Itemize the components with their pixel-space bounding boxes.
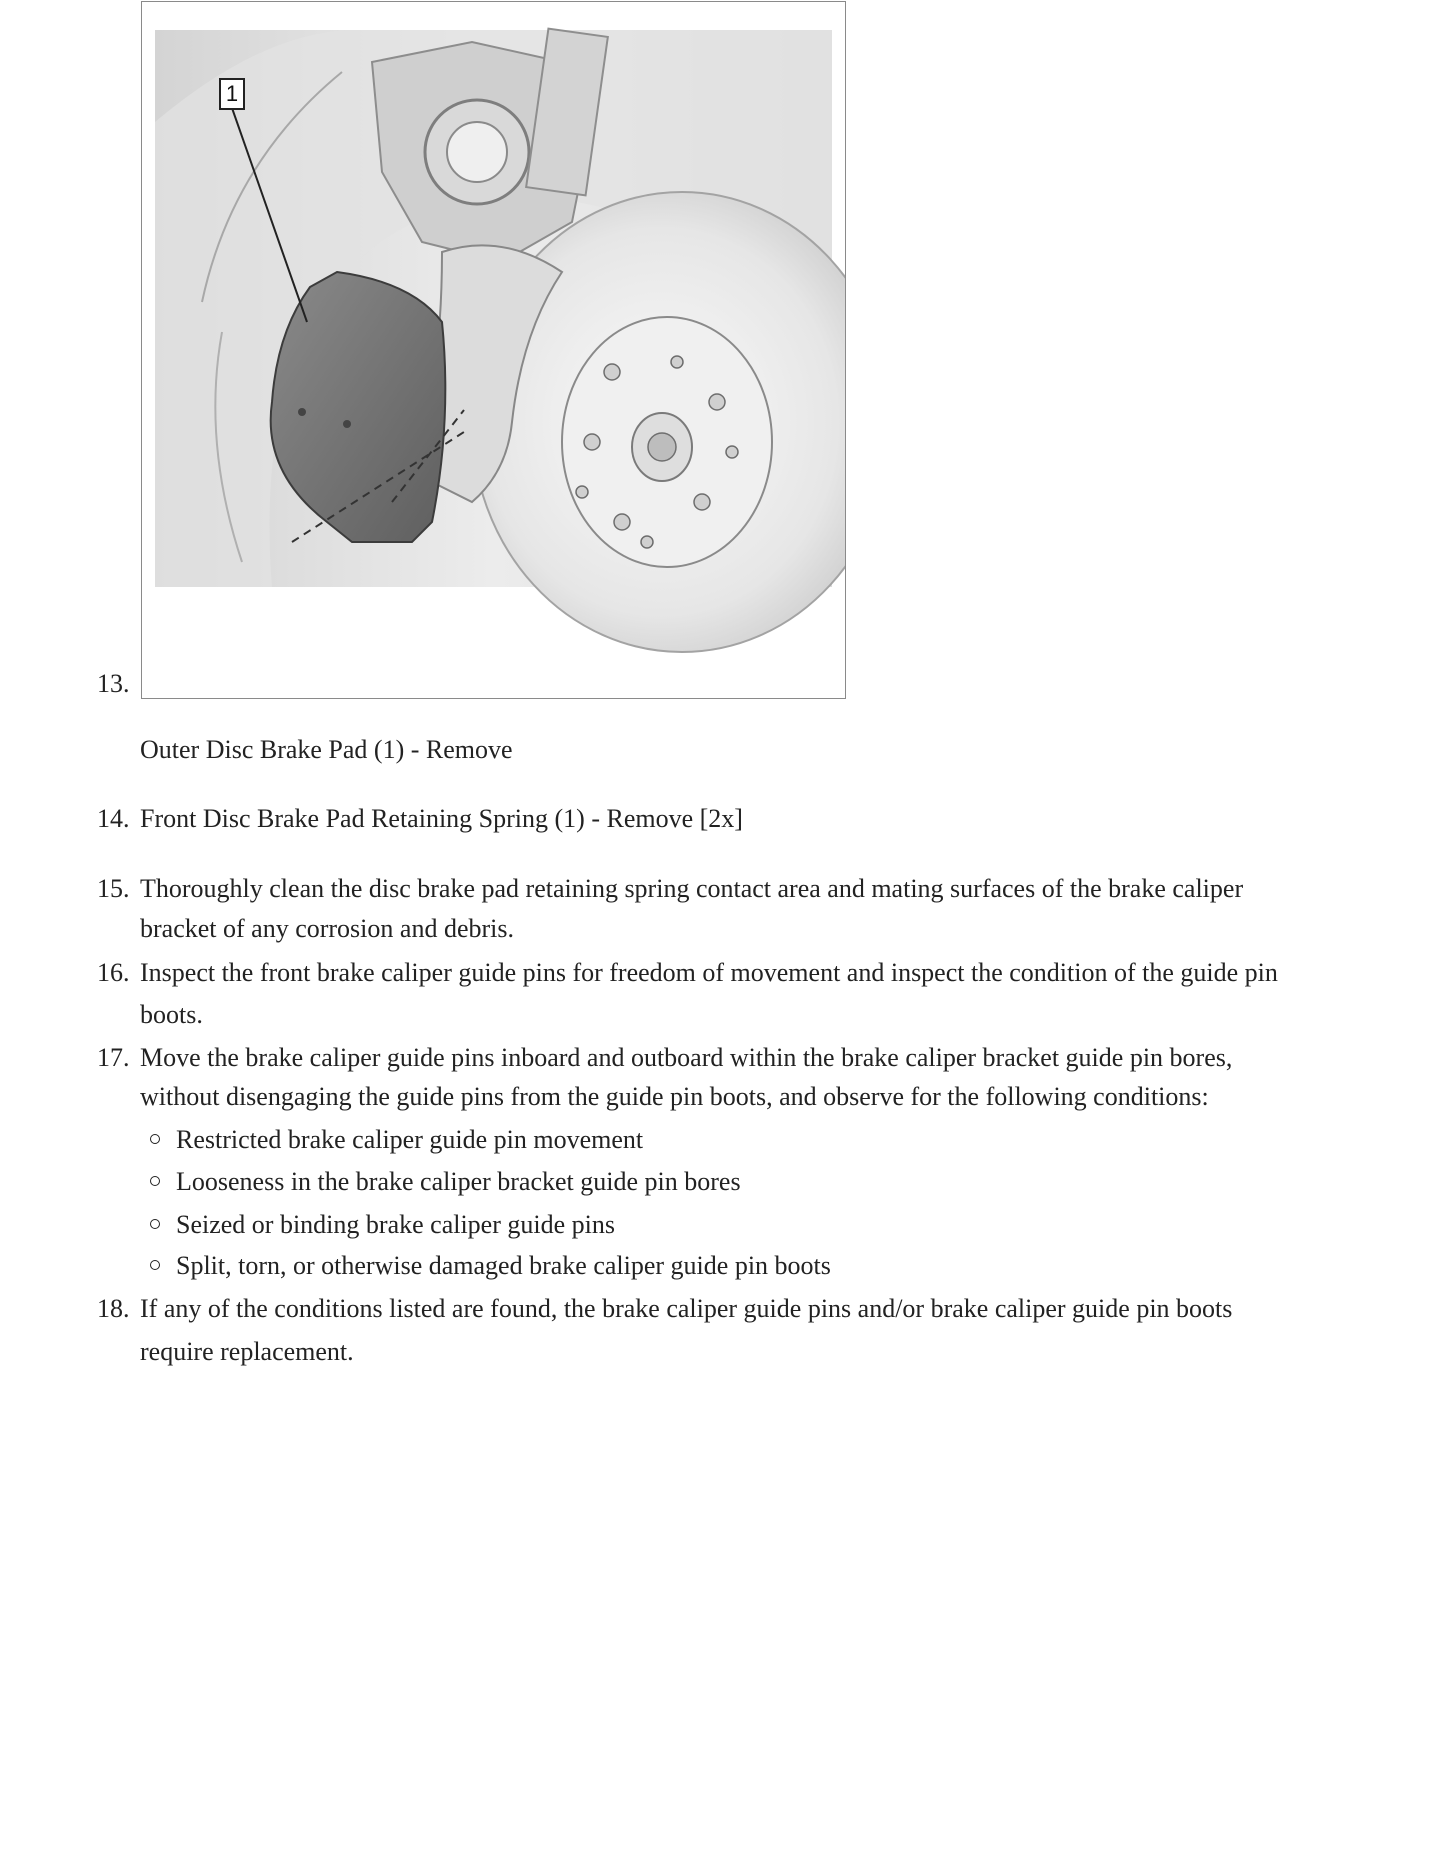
circle-bullet-icon [150,1176,160,1186]
step-13-caption: Outer Disc Brake Pad (1) - Remove [140,735,513,764]
condition-item [150,1205,615,1245]
condition-item [150,1120,643,1160]
step-18-number: 18. [97,1294,130,1323]
condition-item [150,1246,831,1286]
brake-pad-illustration [141,1,846,699]
callout-label: 1 [225,81,239,106]
circle-bullet-icon [150,1260,160,1270]
condition-item [150,1162,741,1202]
circle-bullet-icon [150,1134,160,1144]
step-14-text: Front Disc Brake Pad Retaining Spring (1) - Remove [2x] [140,804,743,833]
step-17-line-1: Move the brake caliper guide pins inboard and outboard within the brake caliper bracket guide pin bores, [140,1043,1233,1072]
step-18-line-1: If any of the conditions listed are found, the brake caliper guide pins and/or brake caliper guide pin boots [140,1294,1233,1323]
callout-box-1 [219,78,245,110]
condition-text: Seized or binding brake caliper guide pins [176,1210,615,1239]
step-13-number: 13. [97,669,130,698]
condition-text: Restricted brake caliper guide pin movement [176,1125,644,1154]
step-16-number: 16. [97,958,130,987]
step-16-line-2: boots. [140,1000,203,1029]
step-15-line-2: bracket of any corrosion and debris. [140,914,514,943]
circle-bullet-icon [150,1219,160,1229]
step-15-number: 15. [97,874,130,903]
step-15-line-1: Thoroughly clean the disc brake pad retaining spring contact area and mating surfaces of the brake caliper [140,874,1244,903]
step-14-number: 14. [97,804,130,833]
step-17-number: 17. [97,1043,130,1072]
condition-text: Looseness in the brake caliper bracket guide pin bores [176,1167,741,1196]
step-17-line-2: without disengaging the guide pins from the guide pin boots, and observe for the following conditions: [140,1082,1209,1111]
brake-assembly-icon [142,2,845,698]
step-18-line-2: require replacement. [140,1337,354,1366]
step-16-line-1: Inspect the front brake caliper guide pins for freedom of movement and inspect the condition of the guide pin [140,958,1278,987]
condition-text: Split, torn, or otherwise damaged brake caliper guide pin boots [176,1251,831,1280]
